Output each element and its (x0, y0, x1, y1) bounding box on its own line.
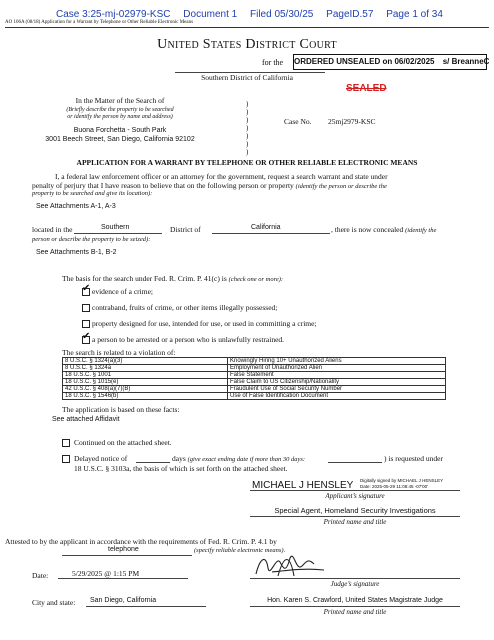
based-on: The application is based on these facts: (62, 405, 180, 414)
checkbox-contraband[interactable] (82, 304, 90, 312)
form-id: AO 106A (08/18) Application for a Warrant by Telephone or Other Reliable Electronic Means (5, 20, 194, 25)
case-number-value: 25mj2979-KSC (328, 117, 376, 126)
table-row (63, 379, 446, 386)
application-para-3: property to be searched and give its location): (32, 190, 153, 197)
basis-italic: (check one or more): (228, 276, 284, 283)
date-label: Date: (32, 571, 49, 580)
city-rule (86, 606, 206, 607)
check-mark-icon: ✔ (82, 283, 91, 294)
violation-desc: False Statement (228, 372, 446, 379)
city-label: City and state: (32, 598, 76, 607)
table-row (63, 386, 446, 393)
basis-item-evidence: evidence of a crime; (92, 287, 154, 296)
application-heading: APPLICATION FOR A WARRANT BY TELEPHONE OR OTHER RELIABLE ELECTRONIC MEANS (76, 158, 418, 167)
judge-name-label: Printed name and title (323, 608, 387, 616)
attachments-a: See Attachments A-1, A-3 (36, 203, 116, 210)
concealed-text (331, 225, 436, 234)
page-number: Page 1 of 34 (386, 9, 443, 20)
date-rule (58, 578, 188, 579)
attest-method-rule (62, 555, 192, 556)
unsealed-stamp (293, 54, 490, 70)
district-of: District of (170, 225, 201, 234)
violation-desc: Fraudulent Use of Social Security Number (228, 386, 446, 393)
delayed-italic: (give exact ending date if more than 30 days: (187, 456, 306, 463)
attest-method-label: (specify reliable electronic means). (194, 547, 286, 554)
sealed-stamp: SEALED (346, 83, 387, 94)
for-the: for the (262, 58, 284, 67)
applicant-title-label: Printed name and title (323, 518, 387, 526)
para-2-text: penalty of perjury that I have reason to believe that on the following person or property (32, 181, 294, 190)
checkbox-delayed[interactable] (62, 455, 70, 463)
delayed-line (74, 454, 127, 463)
matter-heading: In the Matter of the Search of (75, 96, 165, 105)
check-mark-icon: ✔ (82, 331, 91, 342)
violation-desc: Knowingly Hiring 10+ Unauthorized Aliens (228, 358, 446, 365)
document-number: Document 1 (183, 9, 238, 20)
attachments-b: See Attachments B-1, B-2 (36, 249, 117, 256)
digital-signature-line-2: Date: 2025-05-29 11:08:45 -07'00' (360, 484, 428, 489)
judge-name-rule (250, 606, 460, 607)
checkbox-continued[interactable] (62, 439, 70, 447)
violation-desc: Use of False Identification Document (228, 393, 446, 400)
digital-signature-line-1: Digitally signed by MICHAEL J HENSLEY (360, 478, 444, 483)
delayed-statute: 18 U.S.C. § 3103a, the basis of which is set forth on the attached sheet. (74, 464, 288, 473)
basis-item-contraband: contraband, fruits of crime, or other items illegally possessed; (92, 303, 278, 312)
table-row (63, 358, 446, 365)
case-label: Case No. (284, 117, 312, 126)
state-value: California (251, 224, 281, 231)
days-field-line (136, 462, 170, 463)
applicant-sig-rule (250, 490, 460, 491)
property-line-2: 3001 Beech Street, San Diego, California 92102 (45, 136, 195, 143)
ending-date-line (328, 462, 382, 463)
application-para-2 (32, 181, 387, 190)
basis-intro (62, 274, 283, 283)
page-id: PageID.57 (326, 9, 374, 20)
district-name: Southern District of California (201, 73, 293, 82)
violation-table (62, 357, 446, 400)
describe-line-1: (Briefly describe the property to be searched (66, 107, 174, 113)
delayed-days-text (172, 454, 305, 463)
filed-date: Filed 05/30/25 (249, 9, 314, 20)
violation-code: 8 U.S.C. § 1324a (63, 365, 228, 372)
property-line-1: Buona Forchetta - South Park (73, 127, 167, 134)
concealed-italic: (identify the (405, 227, 437, 234)
table-row (63, 372, 446, 379)
judge-sig-label: Judge’s signature (330, 580, 380, 588)
para-2-italic: (identify the person or describe the (295, 183, 387, 190)
judge-name: Hon. Karen S. Crawford, United States Magistrate Judge (267, 597, 443, 604)
continued-label: Continued on the attached sheet. (74, 438, 172, 447)
violation-code: 18 U.S.C. § 1015(e) (63, 379, 228, 386)
attest-line: Attested to by the applicant in accordance with the requirements of Fed. R. Crim. P. 4.1 by (5, 537, 277, 546)
delayed-label: Delayed notice of (74, 454, 128, 463)
unsealed-signed: s/ BreanneC (442, 57, 490, 66)
applicant-title-rule (250, 516, 460, 517)
attest-method: telephone (108, 546, 139, 553)
ecf-header (56, 9, 443, 20)
header-rule (5, 27, 489, 28)
table-row (63, 365, 446, 372)
applicant-signature: MICHAEL J HENSLEY (252, 480, 354, 491)
basis-text: The basis for the search under Fed. R. Crim. P. 41(c) is (62, 274, 227, 283)
person-italic: person or describe the property to be seized): (32, 236, 151, 243)
violation-code: 8 U.S.C. § 1324(a)(3) (63, 358, 228, 365)
affidavit-text: See attached Affidavit (52, 416, 120, 423)
violation-code: 42 U.S.C. § 408(a)(7)(B) (63, 386, 228, 393)
basis-item-person: a person to be arrested or a person who is unlawfully restrained. (92, 335, 285, 344)
violation-desc: False Claim to US Citizenship/Nationality (228, 379, 446, 386)
state-field-line (212, 233, 330, 234)
located-in: located in the (32, 225, 73, 234)
concealed-label: , there is now concealed (331, 225, 404, 234)
violation-intro: The search is related to a violation of: (62, 348, 176, 357)
describe-line-2: or identify the person by name and address) (67, 114, 173, 120)
district-field-line (74, 233, 162, 234)
unsealed-text: ORDERED UNSEALED on 06/02/2025 (294, 57, 435, 66)
district-value: Southern (101, 224, 130, 231)
applicant-title: Special Agent, Homeland Security Investigations (274, 506, 436, 515)
city-value: San Diego, California (90, 597, 157, 604)
case-number: Case 3:25-mj-02979-KSC (56, 9, 171, 20)
violation-desc: Employment of Unauthorized Alien (228, 365, 446, 372)
application-para-1: I, a federal law enforcement officer or an attorney for the government, request a search warrant and state under (55, 172, 388, 181)
date-value: 5/29/2025 @ 1:15 PM (72, 569, 140, 578)
judge-sig-rule (250, 578, 460, 579)
court-title: United States District Court (157, 37, 337, 52)
table-row (63, 393, 446, 400)
violation-code: 18 U.S.C. § 1001 (63, 372, 228, 379)
days-label: days (172, 454, 186, 463)
checkbox-property[interactable] (82, 320, 90, 328)
basis-item-property: property designed for use, intended for use, or used in committing a crime; (92, 319, 317, 328)
caption-bracket: ) ) ) ) ) ) ) (246, 100, 249, 156)
applicant-sig-label: Applicant’s signature (325, 492, 385, 500)
delayed-tail: ) is requested under (384, 454, 443, 463)
located-line (32, 225, 72, 234)
violation-code: 18 U.S.C. § 1546(b) (63, 393, 228, 400)
